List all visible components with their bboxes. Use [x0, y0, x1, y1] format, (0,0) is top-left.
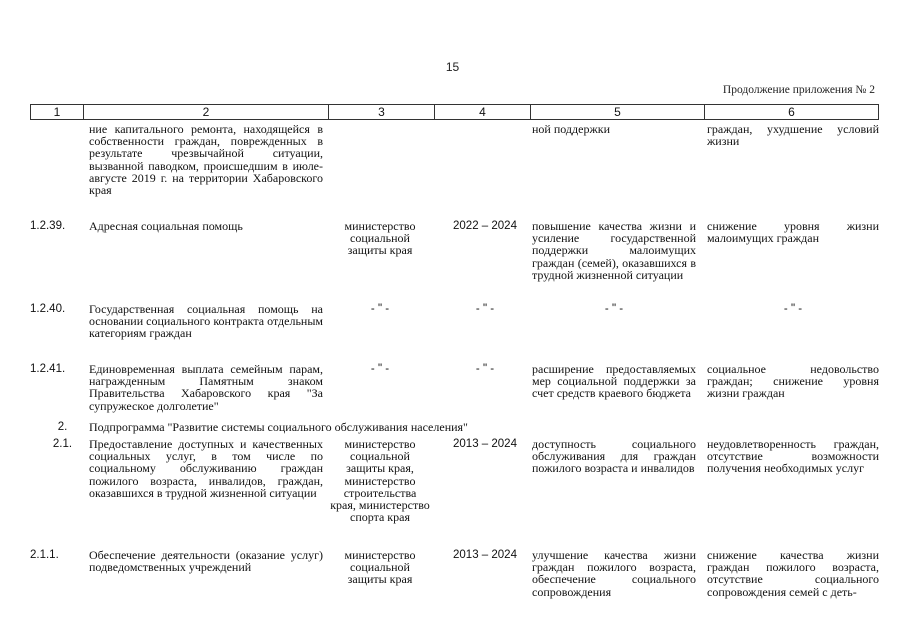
row-period: 2013 – 2024 — [453, 549, 517, 561]
row-period: 2022 – 2024 — [453, 220, 517, 232]
row-result: доступность социального обслуживания для граждан пожилого возраста и инвалидов — [532, 437, 696, 476]
row-number: 2.1. — [52, 438, 73, 450]
table-header-row — [30, 104, 879, 120]
table-row — [30, 123, 879, 215]
table-row — [30, 220, 879, 300]
table-row — [30, 438, 879, 544]
row-period: - " - — [475, 303, 495, 315]
row-name: Обеспечение деятельности (оказание услуг) подведомственных учреждений — [89, 548, 323, 575]
row-result: улучшение качества жизни граждан пожилого возраста, обеспечение социального сопровождения — [532, 548, 696, 599]
row-number: 1.2.39. — [30, 220, 66, 232]
row-result: ной поддержки — [532, 122, 610, 136]
row-name: Государственная социальная помощь на основании социального контракта отдельным категориям граждан — [89, 302, 323, 341]
table-row — [30, 549, 879, 609]
header-col-1: 1 — [31, 105, 84, 119]
row-name: Адресная социальная помощь — [89, 219, 243, 233]
table-row — [30, 363, 879, 418]
row-number: 1.2.41. — [30, 363, 66, 375]
header-col-6: 6 — [788, 105, 795, 119]
row-name: Единовременная выплата семейным парам, награжденным Памятным знаком Правительства Хабаровского края "За супружеское долголетие" — [89, 362, 323, 413]
table-row-subprogram — [30, 421, 879, 435]
row-executor: - " - — [370, 303, 390, 315]
row-number: 1.2.40. — [30, 303, 66, 315]
page-number: 15 — [445, 60, 460, 74]
row-executor: министерство социальной защиты края — [344, 548, 416, 587]
row-consequence: - " - — [783, 303, 803, 315]
row-executor: министерство социальной защиты края — [344, 219, 416, 258]
header-col-5: 5 — [531, 105, 705, 119]
row-period: 2013 – 2024 — [453, 438, 517, 450]
row-result: повышение качества жизни и усиление государственной поддержки малоимущих граждан (семей), оказавшихся в трудной жизненной ситуации — [532, 219, 696, 282]
header-col-2: 2 — [84, 105, 329, 119]
row-consequence: социальное недовольство граждан; снижение уровня жизни граждан — [707, 362, 879, 401]
continuation-label: Продолжение приложения № 2 — [722, 84, 875, 96]
header-col-4: 4 — [435, 105, 531, 119]
row-executor: министерство социальной защиты края, министерство строительства края, министерство спорта края — [330, 437, 430, 525]
table-row — [30, 303, 879, 353]
row-result: - " - — [604, 303, 624, 315]
subprogram-title: Подпрограмма "Развитие системы социального обслуживания населения" — [89, 420, 468, 434]
row-result: расширение предоставляемых мер социальной поддержки за счет средств краевого бюджета — [532, 362, 696, 401]
row-consequence: граждан, ухудшение условий жизни — [707, 122, 879, 149]
row-consequence: неудовлетворенность граждан, отсутствие возможности получения необходимых услуг — [707, 437, 879, 476]
row-consequence: снижение качества жизни граждан пожилого возраста, отсутствие социального сопровождения семей с деть- — [707, 548, 879, 599]
row-name: ние капитального ремонта, находящейся в собственности граждан, поврежденных в результате чрезвычайной ситуации, вызванной паводком, происшедшим в июле-августе 2019 г. на территории Хабаровского края — [89, 122, 323, 198]
row-period: - " - — [475, 363, 495, 375]
row-number: 2. — [57, 421, 68, 433]
row-executor: - " - — [370, 363, 390, 375]
header-col-3: 3 — [329, 105, 435, 119]
row-number: 2.1.1. — [30, 549, 59, 561]
row-name: Предоставление доступных и качественных социальных услуг, в том числе по социальному обслуживанию граждан пожилого возраста, инвалидов, граждан, оказавшихся в трудной жизненной ситуации — [89, 437, 323, 500]
row-consequence: снижение уровня жизни малоимущих граждан — [707, 219, 879, 246]
